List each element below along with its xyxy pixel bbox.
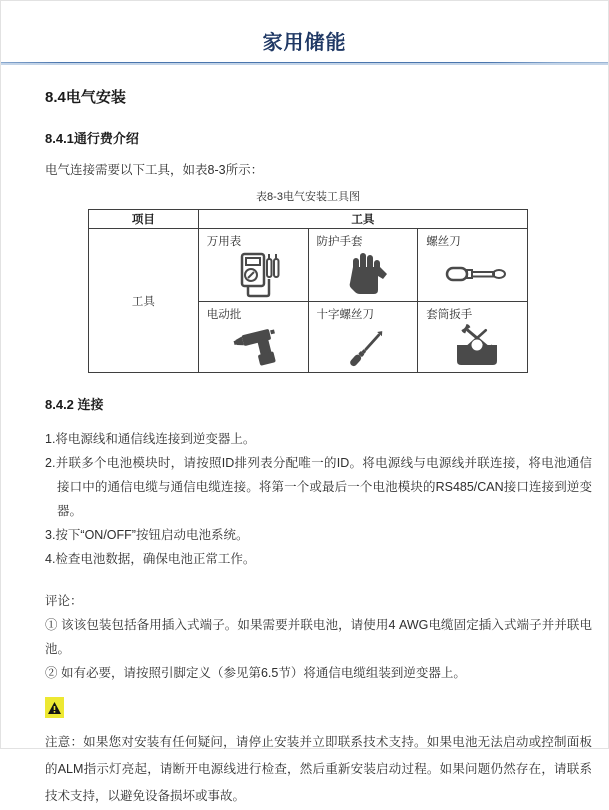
tool-cell-multimeter bbox=[198, 229, 308, 302]
table-caption: 表8-3电气安装工具图 bbox=[256, 191, 360, 203]
comments-title: 评论： bbox=[45, 594, 83, 608]
column-header-item: 项目 bbox=[89, 210, 199, 229]
header-divider bbox=[1, 62, 608, 65]
tool-cell-phillips-screwdriver bbox=[308, 302, 418, 373]
tool-label: 螺丝刀 bbox=[426, 236, 461, 248]
warning-triangle-icon bbox=[45, 697, 64, 718]
step-4: 4.检查电池数据，确保电池正常工作。 bbox=[45, 552, 256, 566]
tool-cell-gloves bbox=[308, 229, 418, 302]
glove-icon bbox=[317, 251, 418, 299]
notice-paragraph: 注意：如果您对安装有任何疑问，请停止安装并立即联系技术支持。如果电池无法启动或控制面板的ALM指示灯亮起，请断开电源线进行检查，然后重新安装启动过程。如果问题仍然存在，请联系技术支持，以避免设备损坏或事故。 bbox=[45, 735, 592, 803]
step-1: 1.将电源线和通信线连接到逆变器上。 bbox=[45, 432, 256, 446]
tool-cell-screwdriver bbox=[418, 229, 528, 302]
section-841-intro: 电气连接需要以下工具，如表8-3所示： bbox=[45, 163, 264, 177]
column-header-tool: 工具 bbox=[198, 210, 527, 229]
socket-wrench-icon bbox=[426, 324, 527, 370]
step-3: 3.按下“ON/OFF”按钮启动电池系统。 bbox=[45, 528, 249, 542]
section-title-841: 8.4.1通行费介绍 bbox=[45, 131, 139, 146]
page-header bbox=[1, 1, 608, 65]
tool-label: 十字螺丝刀 bbox=[316, 309, 374, 321]
section-title-842: 8.4.2 连接 bbox=[45, 397, 104, 412]
section-title-84: 8.4电气安装 bbox=[45, 89, 126, 106]
tool-label: 防护手套 bbox=[316, 236, 363, 248]
step-2: 2.并联多个电池模块时，请按照ID排列表分配唯一的ID。将电源线与电源线并联连接，将电池通信接口中的通信电缆与通信电缆连接。将第一个或最后一个电池模块的RS485/CAN接口连接到逆变器。 bbox=[45, 456, 592, 518]
row-label-tools: 工具 bbox=[89, 229, 199, 373]
tool-label: 万用表 bbox=[206, 236, 242, 248]
tool-label: 电动批 bbox=[206, 309, 242, 321]
multimeter-icon bbox=[207, 251, 308, 299]
comment-2: ② 如有必要，请按照引脚定义（参见第6.5节）将通信电缆组装到逆变器上。 bbox=[45, 666, 466, 680]
connection-steps bbox=[45, 427, 592, 571]
tool-cell-electric-driver bbox=[198, 302, 308, 373]
phillips-screwdriver-icon bbox=[317, 324, 418, 370]
drill-icon bbox=[207, 324, 308, 370]
comments-block bbox=[45, 589, 592, 685]
tools-table bbox=[88, 209, 528, 373]
comment-1: ① 该该包装包括备用插入式端子。如果需要并联电池，请使用4 AWG电缆固定插入式端子并并联电池。 bbox=[45, 618, 592, 656]
page-title: 家用储能 bbox=[262, 32, 347, 54]
screwdriver-icon bbox=[426, 251, 527, 299]
tool-cell-socket-wrench bbox=[418, 302, 528, 373]
tool-label: 套筒扳手 bbox=[426, 309, 473, 321]
table-header-row bbox=[89, 210, 528, 229]
table-row bbox=[89, 229, 528, 302]
page-content bbox=[1, 86, 608, 810]
